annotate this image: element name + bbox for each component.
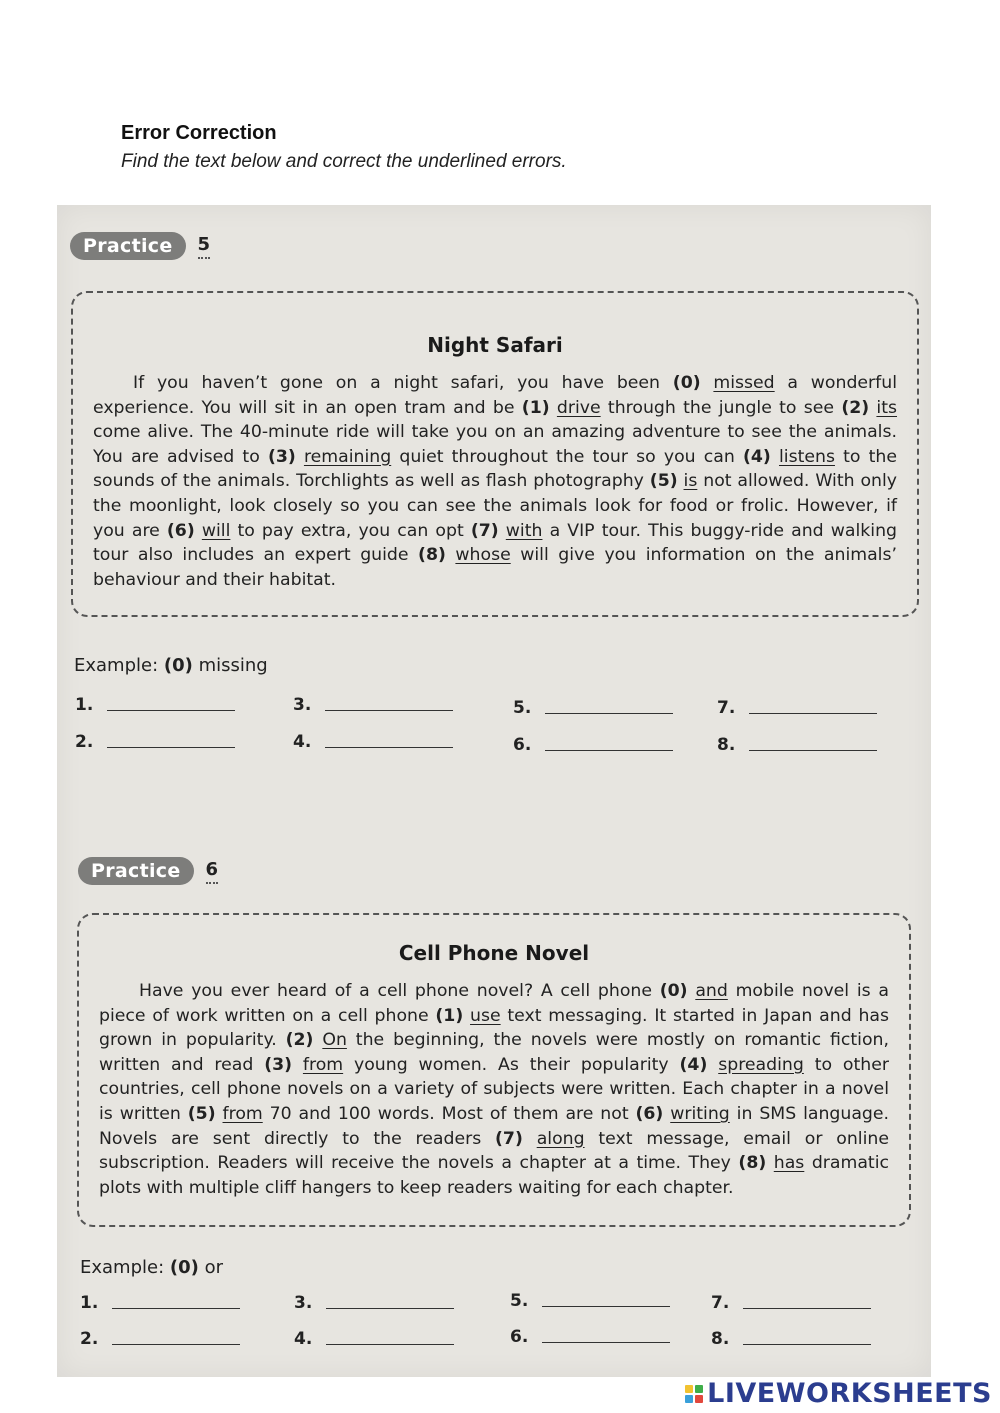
night-safari-box bbox=[71, 291, 919, 617]
practice-5-badge bbox=[70, 229, 210, 263]
textbook-photo bbox=[57, 205, 931, 1377]
cell-phone-novel-box bbox=[77, 913, 911, 1227]
answer-input[interactable] bbox=[542, 1341, 670, 1343]
answer-slot-8: 8. bbox=[717, 735, 877, 755]
logo-icon bbox=[685, 1385, 703, 1403]
answer-slot-6: 6. bbox=[513, 735, 673, 755]
answer-slot-8: 8. bbox=[711, 1329, 871, 1349]
worksheet-instruction: Find the text below and correct the underlined errors. bbox=[121, 151, 567, 172]
example-line: Example: (0) or bbox=[80, 1257, 224, 1278]
answer-slot-6: 6. bbox=[510, 1327, 670, 1347]
answer-input[interactable] bbox=[749, 749, 877, 751]
answer-input[interactable] bbox=[545, 749, 673, 751]
practice-label: Practice bbox=[78, 857, 194, 885]
answer-slot-4: 4. bbox=[293, 732, 453, 752]
answer-slot-2: 2. bbox=[75, 732, 235, 752]
answer-slot-1: 1. bbox=[80, 1293, 240, 1313]
answer-input[interactable] bbox=[107, 709, 235, 711]
answer-input[interactable] bbox=[743, 1343, 871, 1345]
cell-phone-novel-passage: Have you ever heard of a cell phone novel? A cell phone (0) and mobile novel is a piece of work written on a cell phone (1) use text messaging. It started in Japan and has grown in popularity. (2) On the beginning, the novels were mostly on romantic fiction, written and read (3) from young women. As their popularity (4) spreading to other countries, cell phone novels on a variety of subjects were written. Each chapter in a novel is written (5) from 70 and 100 words. Most of them are not (6) writing in SMS language. Novels are sent directly to the readers (7) along text message, email or online subscription. Readers will receive the novels a chapter at a time. They (8) has dramatic plots with multiple cliff hangers to keep readers waiting for each chapter. bbox=[99, 981, 890, 1198]
practice-6-badge bbox=[78, 854, 218, 888]
answer-input[interactable] bbox=[542, 1305, 670, 1307]
answer-slot-5: 5. bbox=[513, 698, 673, 718]
example-line: Example: (0) missing bbox=[74, 655, 268, 676]
answer-input[interactable] bbox=[112, 1343, 240, 1345]
worksheet-header bbox=[121, 122, 941, 173]
answer-input[interactable] bbox=[545, 712, 673, 714]
answer-input[interactable] bbox=[107, 746, 235, 748]
practice-number: 6 bbox=[206, 859, 219, 884]
answer-input[interactable] bbox=[325, 746, 453, 748]
answer-slot-4: 4. bbox=[294, 1329, 454, 1349]
answer-slot-2: 2. bbox=[80, 1329, 240, 1349]
passage-title: Night Safari bbox=[427, 333, 563, 357]
worksheet-title: Error Correction bbox=[121, 122, 277, 144]
logo-square bbox=[695, 1395, 703, 1403]
answer-input[interactable] bbox=[326, 1307, 454, 1309]
example-answer: missing bbox=[198, 655, 268, 676]
answer-slot-1: 1. bbox=[75, 695, 235, 715]
answer-slot-7: 7. bbox=[711, 1293, 871, 1313]
practice-number: 5 bbox=[198, 234, 211, 259]
answer-slot-3: 3. bbox=[294, 1293, 454, 1313]
answer-input[interactable] bbox=[749, 712, 877, 714]
practice-label: Practice bbox=[70, 232, 186, 260]
example-answer: or bbox=[204, 1257, 224, 1278]
answer-input[interactable] bbox=[743, 1307, 871, 1309]
logo-square bbox=[695, 1385, 703, 1393]
passage-title: Cell Phone Novel bbox=[398, 941, 590, 965]
answer-slot-5: 5. bbox=[510, 1291, 670, 1311]
logo-square bbox=[685, 1385, 693, 1393]
logo-text: LIVEWORKSHEETS bbox=[707, 1378, 992, 1409]
answer-input[interactable] bbox=[326, 1343, 454, 1345]
liveworksheets-logo bbox=[685, 1378, 992, 1409]
answer-input[interactable] bbox=[325, 709, 453, 711]
night-safari-passage: If you haven’t gone on a night safari, you have been (0) missed a wonderful experience. You will sit in an open tram and be (1) drive through the jungle to see (2) its come alive. The 40-minute ride will take you on an amazing adventure to see the animals. You are advised to (3) remaining quiet throughout the tour so you can (4) listens to the sounds of the animals. Torchlights as well as flash photography (5) is not allowed. With only the moonlight, look closely so you can see the animals look for food or frolic. However, if you are (6) will to pay extra, you can opt (7) with a VIP tour. This buggy-ride and walking tour also includes an expert guide (8) whose will give you information on the animals’ behaviour and their habitat. bbox=[93, 373, 898, 590]
answer-slot-3: 3. bbox=[293, 695, 453, 715]
answer-slot-7: 7. bbox=[717, 698, 877, 718]
answer-input[interactable] bbox=[112, 1307, 240, 1309]
logo-square bbox=[685, 1395, 693, 1403]
